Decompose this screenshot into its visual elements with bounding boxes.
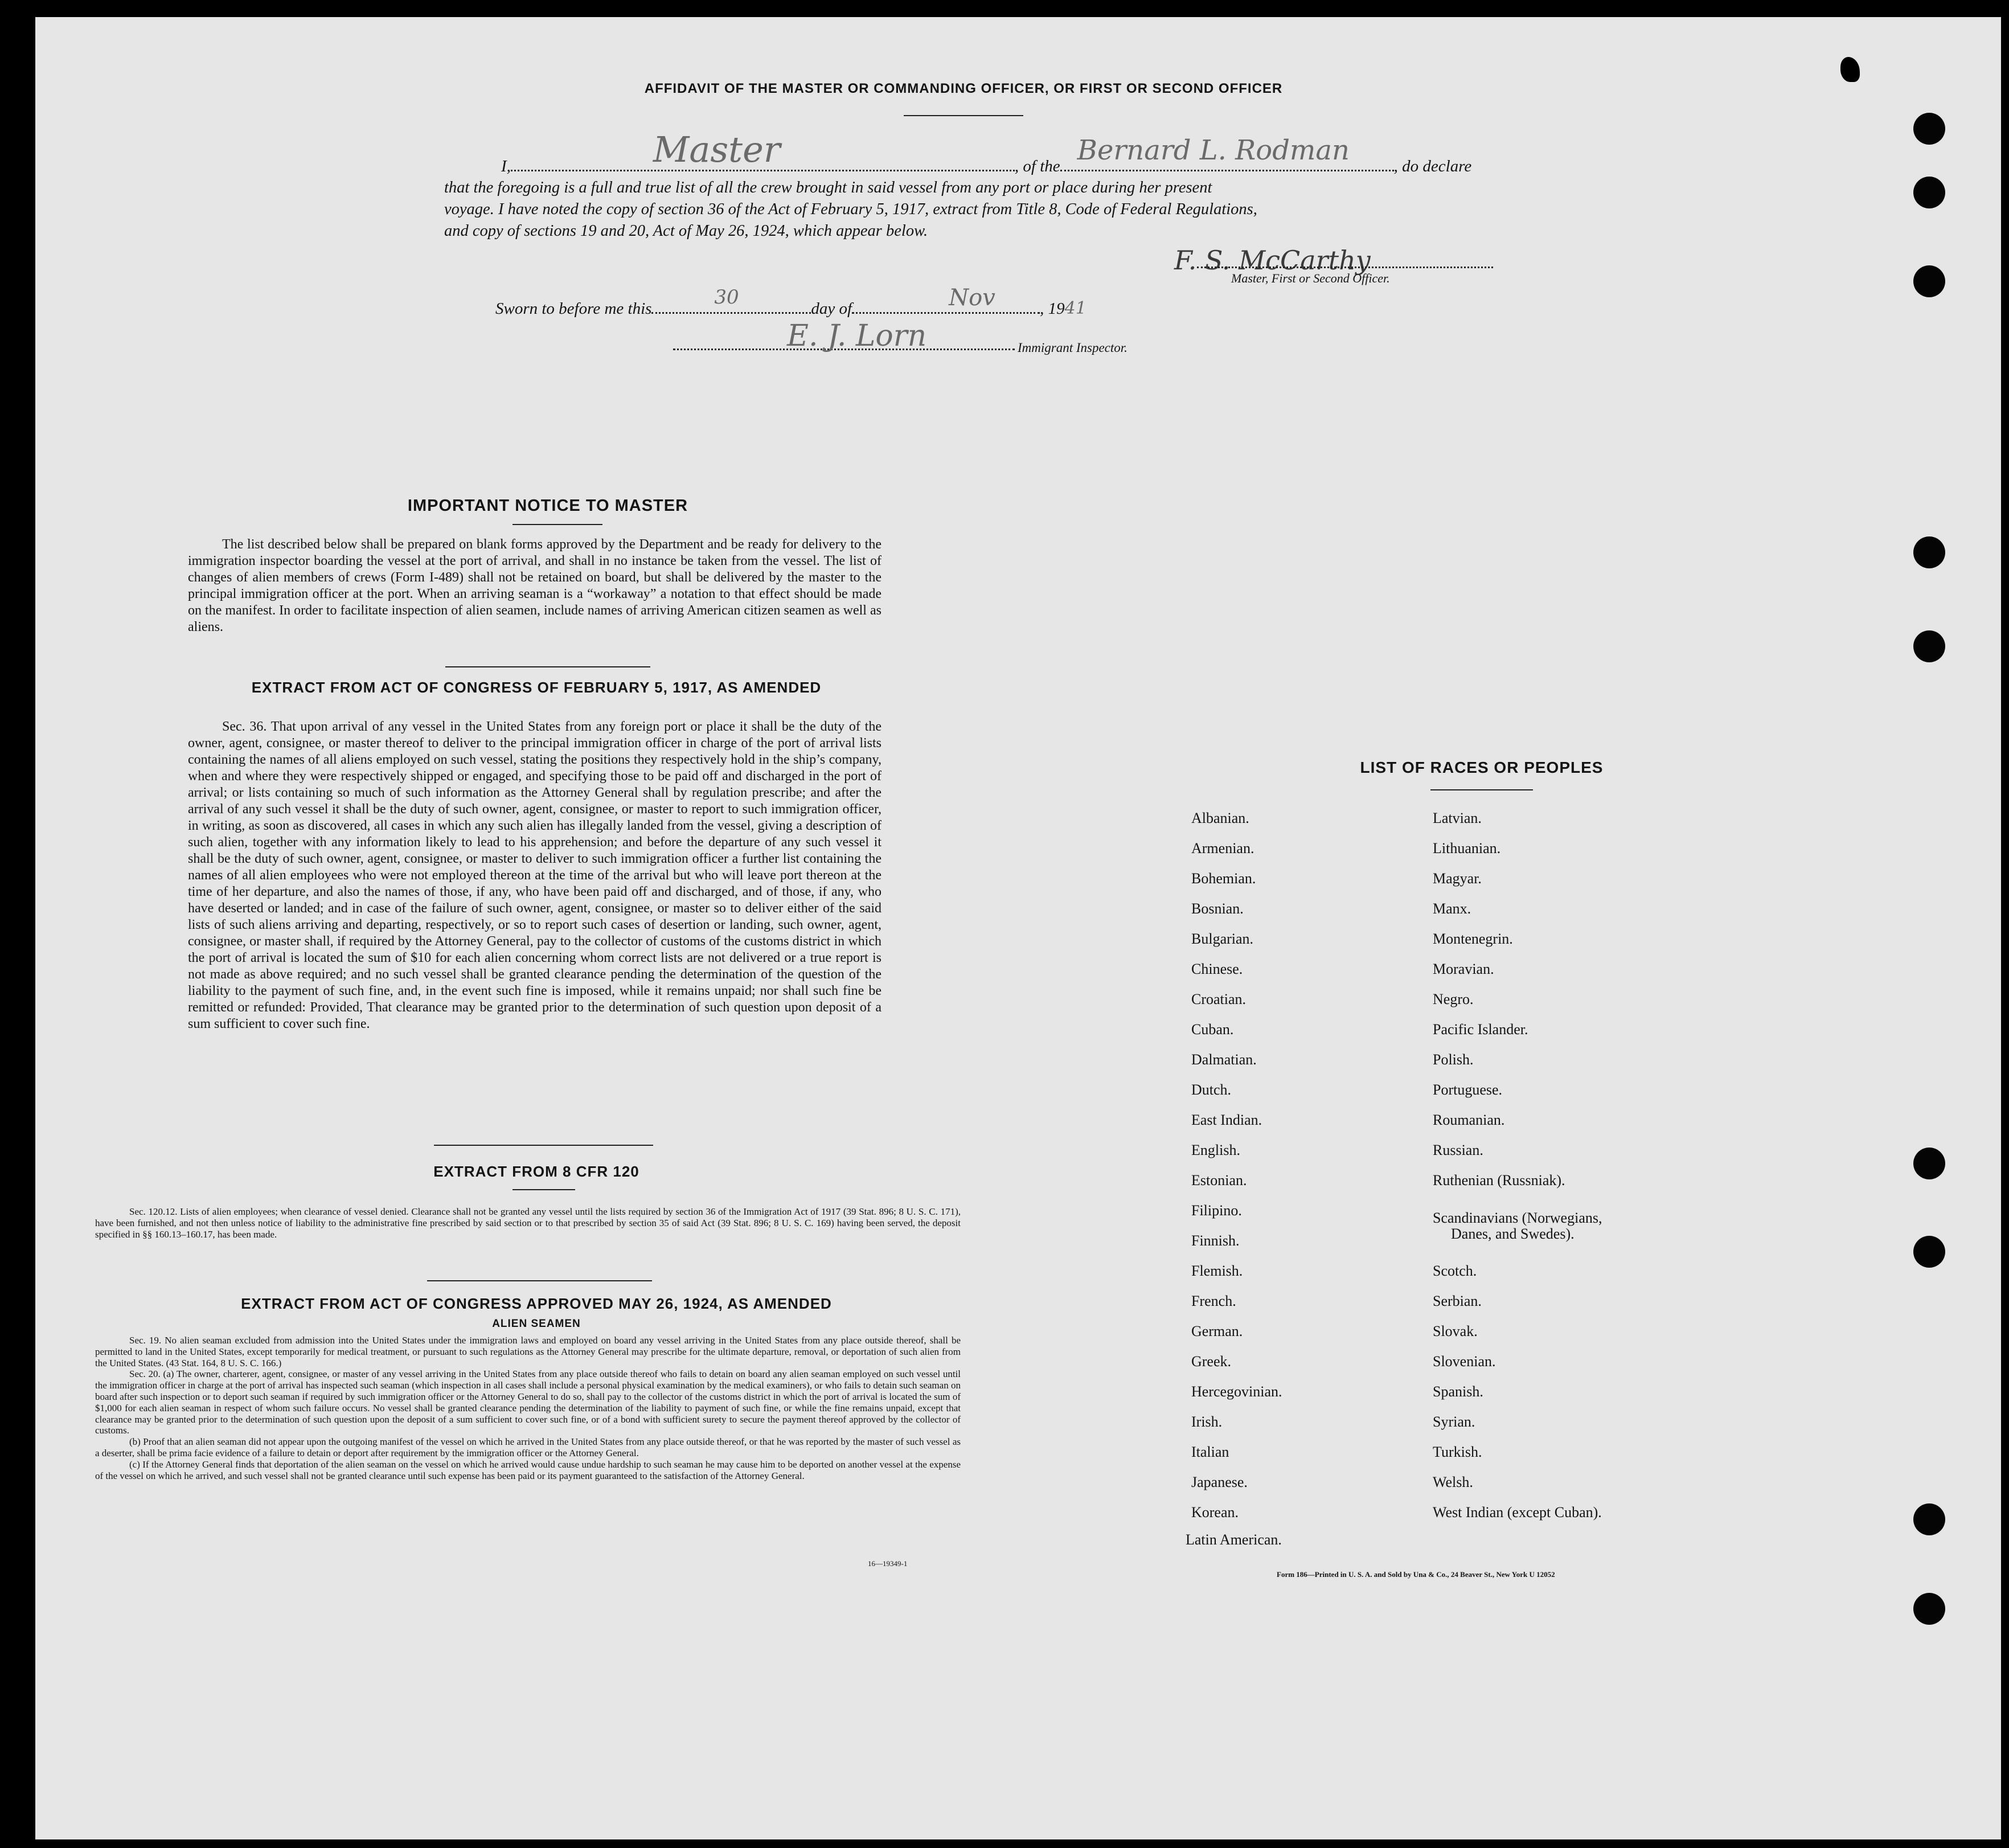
master-signature: F. S. McCarthy: [1174, 245, 1371, 276]
race-item: Lithuanian.: [1433, 840, 1501, 857]
race-item: Syrian.: [1433, 1413, 1475, 1430]
year-prefix: 19: [1048, 300, 1065, 318]
torn-corner-mark: [1840, 57, 1860, 82]
races-title: LIST OF RACES OR PEOPLES: [1360, 759, 1604, 776]
cfr-top-rule: [434, 1145, 653, 1146]
cfr-underline: [512, 1189, 575, 1190]
punch-hole: [1913, 265, 1945, 297]
race-item: Cuban.: [1191, 1021, 1234, 1038]
race-item: Montenegrin.: [1433, 931, 1513, 947]
race-item: Magyar.: [1433, 870, 1482, 887]
race-item: Irish.: [1191, 1413, 1223, 1430]
extract-1924-body: [95, 1335, 961, 1481]
race-item: Slovenian.: [1433, 1353, 1496, 1370]
extract-1917-title: EXTRACT FROM ACT OF CONGRESS OF FEBRUARY 5, 1917, AS AMENDED: [251, 679, 822, 696]
sworn-line: Sworn to before me this 30 day of Nov , 1941: [495, 285, 1086, 318]
race-item: Dutch.: [1191, 1081, 1232, 1098]
race-item: French.: [1191, 1293, 1236, 1309]
punch-hole: [1913, 177, 1945, 208]
race-item: Estonian.: [1191, 1172, 1247, 1189]
inspector-signature: E. J. Lorn: [787, 319, 927, 353]
affidavit-line-4: and copy of sections 19 and 20, Act of May 26, 1924, which appear below.: [444, 222, 928, 240]
race-item: Bulgarian.: [1191, 931, 1254, 947]
race-item: Dalmatian.: [1191, 1051, 1257, 1068]
affidavit-line-2: that the foregoing is a full and true list of all the crew brought in said vessel from any port or place during her present: [444, 179, 1212, 196]
race-item: Korean.: [1191, 1504, 1239, 1521]
punch-hole: [1913, 1503, 1945, 1535]
race-item: Scotch.: [1433, 1263, 1477, 1279]
race-item: Italian: [1191, 1444, 1229, 1460]
race-item: Chinese.: [1191, 961, 1243, 977]
sworn-day-value: 30: [714, 286, 739, 309]
race-item: Negro.: [1433, 991, 1474, 1007]
race-item: Russian.: [1433, 1142, 1483, 1158]
extract-1924-title: EXTRACT FROM ACT OF CONGRESS APPROVED MAY 26, 1924, AS AMENDED: [241, 1295, 832, 1312]
race-item: English.: [1191, 1142, 1240, 1158]
form-footer: Form 186—Printed in U. S. A. and Sold by Una & Co., 24 Beaver St., New York U 12052: [1277, 1570, 1555, 1579]
race-item: Spanish.: [1433, 1383, 1483, 1400]
race-item: Slovak.: [1433, 1323, 1478, 1339]
race-item: Manx.: [1433, 900, 1471, 917]
document-page: [35, 17, 2001, 1839]
inspector-caption: Immigrant Inspector.: [1018, 341, 1128, 355]
race-item: Turkish.: [1433, 1444, 1482, 1460]
notice-title: IMPORTANT NOTICE TO MASTER: [407, 497, 688, 515]
sec-20c: (c) If the Attorney General finds that deportation of the alien seaman on the vessel on which he arrived would cause undue hardship to such seaman he may cause him to be deported on another vessel at the expense of the vessel on which he arrived, and such vessel shall not be granted clearance until such expense has been paid or its payment guaranteed to the satisfaction of the Attorney General.: [95, 1458, 961, 1481]
extract-1917-body: Sec. 36. That upon arrival of any vessel in the United States from any foreign port or place it shall be the duty of the owner, agent, consignee, or master thereof to deliver to the principal immigration officer in charge of the port of arrival lists containing the names of all aliens employed on such vessel, stating the positions they respectively hold in the ship’s company, when and where they were respectively shipped or engaged, and specifying those to be paid off and discharged in the port of arrival; or lists containing so much of such information as the Attorney General shall by regulation prescribe; and after the arrival of any such vessel it shall be the duty of such owner, agent, consignee, or master to report to such immigration officer, in writing, as soon as discovered, all cases in which any such alien has illegally landed from the vessel, giving a description of such alien, together with any information likely to lead to his apprehension; and before the departure of any such vessel it shall be the duty of such owner, agent, consignee, or master to deliver to such immigration officer a further list containing the names of all alien employees who were not employed thereon at the time of the arrival but who will leave port thereon at the time of her departure, and also the names of those, if any, who have been paid off and discharged, and of those, if any, who have deserted or landed; and in case of the failure of such owner, agent, consignee, or master so to deliver either of the said lists of such aliens arriving and departing, respectively, or so to report such cases of desertion or landing, such owner, agent, consignee, or master shall, if required by the Attorney General, pay to the collector of customs of the customs district in which the port of arrival is located the sum of $10 for each alien concerning whom correct lists are not delivered or a true report is not made as above required; and no such vessel shall be granted clearance pending the determination of the question of the liability to the payment of such fine, and, in the event such fine is imposed, while it remains unpaid; nor shall such fine be remitted or refunded: Provided, That clearance may be granted prior to the determination of such question upon deposit of a sum sufficient to cover such fine.: [188, 719, 882, 1031]
punch-hole: [1913, 1593, 1945, 1625]
race-item: Bohemian.: [1191, 870, 1256, 887]
race-item: Finnish.: [1191, 1232, 1240, 1249]
race-item: West Indian (except Cuban).: [1433, 1504, 1602, 1521]
extract-1924-subtitle: ALIEN SEAMEN: [492, 1318, 581, 1330]
sworn-day-field[interactable]: [651, 286, 811, 314]
race-item: Serbian.: [1433, 1293, 1482, 1309]
races-underline: [1430, 789, 1533, 790]
race-item: German.: [1191, 1323, 1243, 1339]
title-underline: [904, 115, 1023, 116]
race-item: Flemish.: [1191, 1263, 1243, 1279]
race-item: Polish.: [1433, 1051, 1474, 1068]
sworn-month-value: Nov: [949, 285, 995, 311]
extract-cfr-title: EXTRACT FROM 8 CFR 120: [433, 1163, 639, 1180]
sec-20a: Sec. 20. (a) The owner, charterer, agent, consignee, or master of any vessel arriving in the United States from any place outside thereof who fails to detain on board any alien seaman employed on such vessel until the immigration officer in charge at the port of arrival has inspected such seaman (which inspection in all cases shall include a personal physical examination by the medical examiners), or who fails to detain such seaman on board after such inspection or to deport such seaman if required by such immigration officer or the Attorney General to do so, shall pay to the collector of the customs district in which the port of arrival is located the sum of $1,000 for each alien seaman in respect of whom such failure occurs. No vessel shall be granted clearance pending the determination of the liability to payment of such fine, or while the fine remains unpaid, except that clearance may be granted prior to the determination of such question upon the deposit of a sum sufficient to cover such fine, or of a bond with sufficient surety to secure the payment thereof approved by the collector of customs.: [95, 1368, 961, 1436]
affidavit-title: AFFIDAVIT OF THE MASTER OR COMMANDING OFFICER, OR FIRST OR SECOND OFFICER: [644, 81, 1283, 96]
race-item: Portuguese.: [1433, 1081, 1503, 1098]
race-item: Latin American.: [1186, 1531, 1282, 1548]
master-name-value: Master: [653, 129, 781, 170]
punch-hole: [1913, 113, 1945, 145]
i-label: I,: [501, 157, 511, 175]
race-item: Ruthenian (Russniak).: [1433, 1172, 1565, 1189]
of-the-label: , of the: [1014, 157, 1060, 175]
race-item: East Indian.: [1191, 1112, 1262, 1128]
year-value[interactable]: 41: [1064, 298, 1086, 318]
section-1924-top-rule: [427, 1280, 652, 1281]
notice-body: The list described below shall be prepared on blank forms approved by the Department and be ready for delivery to the immigration inspector boarding the vessel at the port of arrival, and shall in no instance be taken from the vessel. The list of changes of alien members of crews (Form I-489) shall not be retained on board, but shall be delivered by the master to the principal immigration officer at the port. When an arriving seaman is a “workaway” a notation to that effect should be made on the manifest. In order to facilitate inspection of alien seamen, include names of arriving American citizen seamen as well as aliens.: [188, 537, 882, 634]
sworn-label: Sworn to before me this: [495, 300, 652, 318]
vessel-name-field[interactable]: [1060, 134, 1394, 171]
sec-19: Sec. 19. No alien seaman excluded from admission into the United States under the immigration laws and employed on board any vessel arriving in the United States from any place outside thereof, shall be permitted to land in the United States, except temporarily for medical treatment, or pursuant to such regulations as the Attorney General may prescribe for the ultimate departure, removal, or deportation of such alien from the United States. (43 Stat. 164, 8 U. S. C. 166.): [95, 1335, 961, 1368]
notice-underline: [512, 524, 602, 525]
affidavit-line-3: voyage. I have noted the copy of section 36 of the Act of February 5, 1917, extract from Title 8, Code of Federal Regulations,: [444, 200, 1257, 218]
punch-hole: [1913, 630, 1945, 662]
master-name-field[interactable]: [511, 129, 1015, 171]
day-of-label: day of: [811, 300, 852, 318]
race-item: Hercegovinian.: [1191, 1383, 1282, 1400]
sec-20b: (b) Proof that an alien seaman did not appear upon the outgoing manifest of the vessel on which he arrived in the United States from any place outside thereof, or that he was reported by the master of such vessel as a deserter, shall be prima facie evidence of a failure to detain or deport after requirement by the immigration officer or the Attorney General.: [95, 1436, 961, 1458]
race-item: Roumanian.: [1433, 1112, 1505, 1128]
race-item-continuation: Danes, and Swedes).: [1451, 1226, 1575, 1242]
race-item: Scandinavians (Norwegians,: [1433, 1210, 1602, 1226]
vessel-name-value: Bernard L. Rodman: [1077, 134, 1350, 166]
punch-hole: [1913, 1236, 1945, 1268]
punch-hole: [1913, 536, 1945, 568]
race-item: Croatian.: [1191, 991, 1247, 1007]
race-item: Welsh.: [1433, 1474, 1473, 1490]
sworn-month-field[interactable]: [852, 285, 1040, 314]
race-item: Filipino.: [1191, 1202, 1242, 1219]
affidavit-line-1: [501, 129, 1472, 176]
race-item: Greek.: [1191, 1353, 1232, 1370]
extract-cfr-body: Sec. 120.12. Lists of alien employees; when clearance of vessel denied. Clearance shall not be granted any vessel until the lists required by section 36 of the Immigration Act of 1917 (39 Stat. 896; 8 U. S. C. 171), have been furnished, and not then unless notice of liability to the administrative fine prescribed by said section or to that prescribed by section 35 of said Act (39 Stat. 896; 8 U. S. C. 169) having been served, the deposit specified in §§ 160.13–160.17, has been made.: [95, 1206, 961, 1240]
master-signature-line[interactable]: [1197, 267, 1493, 268]
race-item: Pacific Islander.: [1433, 1021, 1528, 1038]
master-caption: Master, First or Second Officer.: [1231, 271, 1390, 285]
race-item: Latvian.: [1433, 810, 1482, 826]
race-item: Moravian.: [1433, 961, 1494, 977]
punch-hole: [1913, 1148, 1945, 1179]
race-item: Albanian.: [1191, 810, 1249, 826]
race-item: Armenian.: [1191, 840, 1254, 857]
race-item: Bosnian.: [1191, 900, 1244, 917]
print-code: 16—19349-1: [868, 1559, 908, 1568]
race-item: Japanese.: [1191, 1474, 1248, 1490]
declare-label: , do declare: [1393, 157, 1472, 175]
notice-bottom-rule: [445, 666, 650, 667]
